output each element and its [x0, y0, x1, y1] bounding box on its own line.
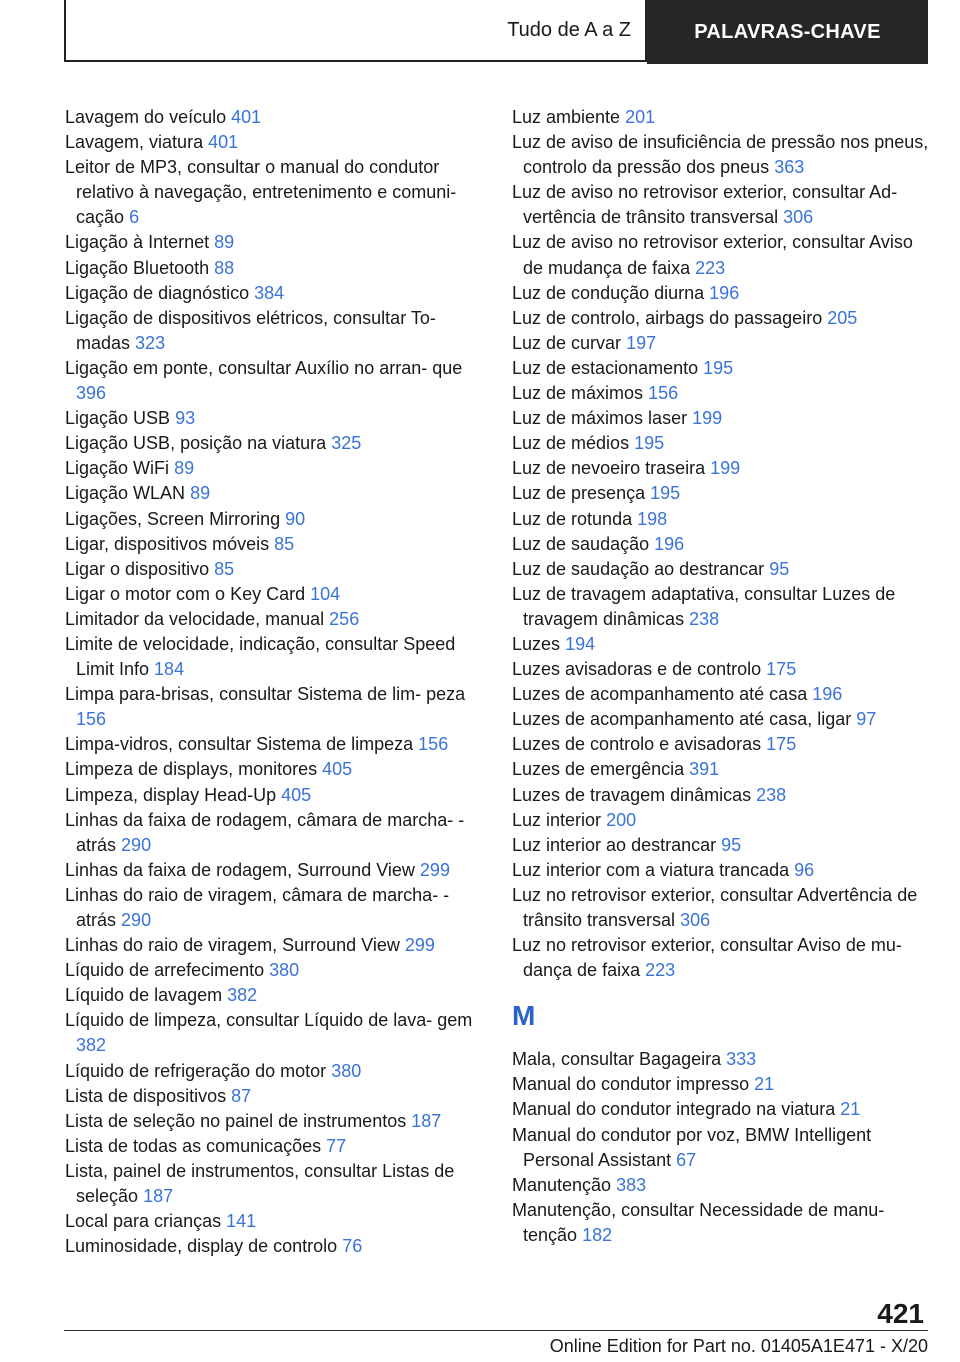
entry-text: Lista, painel de instrumentos, consultar Listas de seleção [65, 1160, 455, 1207]
index-entry [65, 808, 485, 858]
page-link[interactable]: 97 [856, 709, 877, 730]
index-entry [65, 632, 485, 682]
index-entry [512, 732, 932, 757]
entry-text: Manutenção, consultar Necessidade de manu‐ tenção [512, 1199, 885, 1245]
entry-text: Local para crianças [65, 1211, 222, 1232]
page-link[interactable]: 290 [121, 834, 152, 855]
index-entry [512, 657, 932, 682]
index-entry [512, 331, 932, 356]
page-link[interactable]: 396 [76, 383, 107, 404]
index-entry [65, 406, 485, 431]
entry-text: Luz de condução diurna [512, 282, 705, 303]
index-entry [65, 256, 485, 281]
page-link[interactable]: 156 [76, 709, 107, 730]
index-entry [65, 130, 485, 155]
page-link[interactable]: 89 [190, 483, 211, 504]
entry-text: Lavagem, viatura [65, 132, 204, 153]
entry-text: Luzes de emergência [512, 759, 685, 780]
entry-text: Luminosidade, display de controlo [65, 1236, 338, 1257]
entry-text: Luz de aviso no retrovisor exterior, consultar Ad‐ vertência de trânsito transversal [512, 182, 898, 228]
entry-text: Ligação USB [65, 408, 171, 429]
entry-text: Luz de máximos [512, 383, 644, 404]
entry-text: Luzes de acompanhamento até casa, ligar [512, 709, 852, 730]
entry-text: Luz de médios [512, 433, 630, 454]
index-entry [512, 632, 932, 657]
index-entry [512, 1072, 932, 1097]
index-entry [512, 808, 932, 833]
entry-text: Ligação WLAN [65, 483, 186, 504]
page-link[interactable]: 401 [231, 107, 262, 127]
page-link[interactable]: 195 [634, 433, 665, 454]
entry-text: Luz de controlo, airbags do passageiro [512, 307, 823, 328]
index-entry [512, 1173, 932, 1198]
entry-text: Ligar o dispositivo [65, 558, 210, 579]
entry-text: Luz de saudação [512, 533, 650, 554]
page-link[interactable]: 85 [214, 558, 235, 579]
page-link[interactable]: 198 [637, 508, 668, 529]
page-link[interactable]: 184 [154, 659, 185, 680]
entry-text: Limite de velocidade, indicação, consultar Speed Limit Info [65, 633, 456, 680]
page-link[interactable]: 405 [281, 784, 312, 805]
entry-text: Ligação em ponte, consultar Auxílio no arran‐ que [65, 357, 463, 378]
entry-text: Líquido de arrefecimento [65, 960, 265, 981]
page-link[interactable]: 205 [827, 307, 858, 328]
page-link[interactable]: 299 [404, 935, 435, 956]
entry-text: Ligação USB, posição na viatura [65, 433, 327, 454]
index-entry [65, 306, 485, 356]
entry-text: Mala, consultar Bagageira [512, 1049, 722, 1070]
entry-text: Luzes de controlo e avisadoras [512, 734, 762, 755]
index-entry [512, 431, 932, 456]
index-column-left [65, 105, 485, 1259]
index-entry [512, 933, 932, 983]
entry-text: Linhas do raio de viragem, Surround View [65, 935, 400, 956]
page-link[interactable]: 21 [840, 1099, 861, 1120]
page-link[interactable]: 199 [692, 408, 723, 429]
index-group-m [512, 1047, 932, 1248]
page-link[interactable]: 156 [418, 734, 449, 755]
entry-text: Leitor de MP3, consultar o manual do condutor relativo à navegação, entretenimento e comuni‐ cação [65, 157, 457, 228]
page-link[interactable]: 325 [331, 433, 362, 454]
entry-text: Ligação Bluetooth [65, 257, 210, 278]
entry-text: Ligação WiFi [65, 458, 170, 479]
page-link[interactable]: 195 [650, 483, 681, 504]
index-entry [65, 883, 485, 933]
entry-text: Manual do condutor impresso [512, 1074, 750, 1095]
index-entry [512, 507, 932, 532]
page-link[interactable]: 405 [322, 759, 353, 780]
entry-text: Ligação de dispositivos elétricos, consultar To‐ madas [65, 307, 436, 353]
entry-text: Manual do condutor por voz, BMW Intelligent Personal Assistant [512, 1124, 872, 1170]
page-link[interactable]: 67 [676, 1149, 697, 1170]
index-entry [512, 306, 932, 331]
index-entry [512, 281, 932, 306]
page-link[interactable]: 363 [774, 157, 805, 178]
page-link[interactable]: 201 [625, 107, 656, 127]
entry-text: Luz de saudação ao destrancar [512, 558, 765, 579]
index-group-l [512, 105, 932, 983]
page-link[interactable]: 88 [214, 257, 235, 278]
page-link[interactable]: 77 [326, 1135, 347, 1156]
index-entry [65, 356, 485, 406]
page-link[interactable]: 223 [695, 257, 726, 278]
page-link[interactable]: 95 [769, 558, 790, 579]
entry-text: Limpeza de displays, monitores [65, 759, 318, 780]
entry-text: Luz de estacionamento [512, 357, 699, 378]
index-entry [65, 281, 485, 306]
index-entry [512, 1097, 932, 1122]
page-link[interactable]: 384 [254, 282, 285, 303]
entry-text: Luz de presença [512, 483, 646, 504]
entry-text: Líquido de lavagem [65, 985, 223, 1006]
page-link[interactable]: 380 [269, 960, 300, 981]
page-link[interactable]: 199 [710, 458, 741, 479]
index-entry [512, 783, 932, 808]
page-link[interactable]: 93 [175, 408, 196, 429]
index-entry [65, 858, 485, 883]
index-entry [65, 682, 485, 732]
entry-text: Manual do condutor integrado na viatura [512, 1099, 836, 1120]
entry-text: Linhas do raio de viragem, câmara de marcha- -atrás [65, 884, 450, 930]
entry-text: Líquido de limpeza, consultar Líquido de lava‐ gem [65, 1010, 473, 1031]
page-link[interactable]: 156 [648, 383, 679, 404]
page-link[interactable]: 187 [411, 1110, 442, 1131]
entry-text: Luz interior com a viatura trancada [512, 859, 790, 880]
entry-text: Limitador da velocidade, manual [65, 608, 325, 629]
index-entry [65, 557, 485, 582]
page-link[interactable]: 238 [689, 608, 720, 629]
index-entry [65, 783, 485, 808]
index-entry [65, 607, 485, 632]
index-entry [65, 958, 485, 983]
entry-text: Luzes [512, 633, 561, 654]
entry-text: Luz interior [512, 809, 602, 830]
page-link[interactable]: 391 [689, 759, 720, 780]
page-link[interactable]: 21 [754, 1074, 775, 1095]
page-link[interactable]: 175 [766, 734, 797, 755]
page-link[interactable]: 323 [135, 332, 166, 353]
index-entry [512, 682, 932, 707]
page-link[interactable]: 76 [342, 1236, 363, 1257]
page-link[interactable]: 196 [709, 282, 740, 303]
index-entry [65, 456, 485, 481]
entry-text: Luz de curvar [512, 332, 622, 353]
index-entry [512, 707, 932, 732]
entry-text: Luz de travagem adaptativa, consultar Luzes de travagem dinâmicas [512, 583, 896, 629]
footer-edition: Online Edition for Part no. 01405A1E471 - X/20 [549, 1336, 928, 1356]
page-link[interactable]: 196 [654, 533, 685, 554]
index-entry [512, 557, 932, 582]
entry-text: Lista de dispositivos [65, 1085, 227, 1106]
index-entry [512, 883, 932, 933]
page-link[interactable]: 96 [794, 859, 815, 880]
entry-text: Líquido de refrigeração do motor [65, 1060, 327, 1081]
page-link[interactable]: 85 [274, 533, 295, 554]
index-entry [512, 1047, 932, 1072]
entry-text: Luz no retrovisor exterior, consultar Advertência de trânsito transversal [512, 884, 918, 930]
index-entry [512, 356, 932, 381]
page-link[interactable]: 141 [226, 1211, 257, 1232]
index-entry [65, 155, 485, 230]
entry-text: Luz de rotunda [512, 508, 633, 529]
index-entry [65, 757, 485, 782]
chapter-title: PALAVRAS-CHAVE [647, 0, 928, 64]
index-entry [512, 456, 932, 481]
entry-text: Luz de aviso no retrovisor exterior, consultar Aviso de mudança de faixa [512, 232, 913, 278]
entry-text: Luz de máximos laser [512, 408, 688, 429]
entry-text: Luz de aviso de insuficiência de pressão nos pneus, controlo da pressão dos pneus [512, 132, 929, 178]
page-link[interactable]: 383 [616, 1174, 647, 1195]
entry-text: Lista de seleção no painel de instrumentos [65, 1110, 407, 1131]
index-entry [65, 1059, 485, 1084]
entry-text: Ligação de diagnóstico [65, 282, 250, 303]
page-link[interactable]: 256 [329, 608, 360, 629]
page-link[interactable]: 223 [645, 960, 676, 981]
footer-divider [64, 1330, 928, 1331]
index-entry [512, 381, 932, 406]
page-link[interactable]: 187 [143, 1186, 174, 1207]
entry-text: Limpeza, display Head-Up [65, 784, 277, 805]
index-entry [512, 858, 932, 883]
entry-text: Luzes de travagem dinâmicas [512, 784, 752, 805]
index-entry [65, 1209, 485, 1234]
page-link[interactable]: 290 [121, 910, 152, 930]
index-entry [65, 983, 485, 1008]
page-link[interactable]: 195 [703, 357, 734, 378]
page-link[interactable]: 382 [76, 1035, 107, 1056]
page-link[interactable]: 306 [680, 910, 711, 930]
index-entry [512, 532, 932, 557]
index-entry [512, 130, 932, 180]
page-link[interactable]: 175 [766, 659, 797, 680]
page-link[interactable]: 89 [174, 458, 195, 479]
page-link[interactable]: 194 [565, 633, 596, 654]
index-entry [65, 431, 485, 456]
index-entry [65, 1234, 485, 1259]
index-entry [512, 406, 932, 431]
index-entry [65, 732, 485, 757]
page-link[interactable]: 382 [227, 985, 258, 1006]
entry-text: Luz interior ao destrancar [512, 834, 717, 855]
index-entry [65, 481, 485, 506]
index-entry [65, 1109, 485, 1134]
page-link[interactable]: 238 [756, 784, 787, 805]
page-link[interactable]: 196 [812, 684, 843, 705]
entry-text: Luz no retrovisor exterior, consultar Aviso de mu‐ dança de faixa [512, 935, 902, 981]
entry-text: Ligações, Screen Mirroring [65, 508, 281, 529]
index-entry [512, 1198, 932, 1248]
index-entry [65, 933, 485, 958]
entry-text: Luz de nevoeiro traseira [512, 458, 706, 479]
index-entry [65, 507, 485, 532]
index-entry [512, 230, 932, 280]
index-entry [65, 1008, 485, 1058]
page-number: 421 [877, 1298, 924, 1329]
entry-text: Limpa para-brisas, consultar Sistema de lim‐ peza [65, 684, 466, 705]
index-column-right [512, 105, 932, 1248]
page-link[interactable]: 380 [331, 1060, 362, 1081]
entry-text: Luz ambiente [512, 107, 621, 127]
entry-text: Limpa-vidros, consultar Sistema de limpeza [65, 734, 414, 755]
entry-text: Linhas da faixa de rodagem, Surround View [65, 859, 415, 880]
section-letter-m: M [512, 1000, 536, 1032]
index-entry [512, 833, 932, 858]
section-title: Tudo de A a Z [64, 0, 647, 62]
index-entry [65, 105, 485, 130]
page-link[interactable]: 182 [582, 1224, 613, 1245]
page-link[interactable]: 200 [606, 809, 637, 830]
entry-text: Luzes avisadoras e de controlo [512, 659, 762, 680]
page-link[interactable]: 401 [208, 132, 239, 153]
entry-text: Lavagem do veículo [65, 107, 227, 127]
index-entry [65, 230, 485, 255]
index-entry [65, 1159, 485, 1209]
entry-text: Ligar, dispositivos móveis [65, 533, 270, 554]
entry-text: Linhas da faixa de rodagem, câmara de marcha- -atrás [65, 809, 465, 855]
page-link[interactable]: 197 [626, 332, 657, 353]
entry-text: Luzes de acompanhamento até casa [512, 684, 808, 705]
index-entry [65, 532, 485, 557]
index-entry [65, 1084, 485, 1109]
index-entry [512, 180, 932, 230]
index-entry [512, 481, 932, 506]
page-header [64, 0, 928, 64]
index-entry [512, 757, 932, 782]
page-link[interactable]: 90 [285, 508, 306, 529]
page-link[interactable]: 6 [129, 207, 140, 228]
entry-text: Manutenção [512, 1174, 612, 1195]
page-link[interactable]: 333 [726, 1049, 757, 1070]
page-link[interactable]: 95 [721, 834, 742, 855]
index-entry [512, 1123, 932, 1173]
page-link[interactable]: 306 [783, 207, 814, 228]
index-entry [65, 582, 485, 607]
page-link[interactable]: 87 [231, 1085, 252, 1106]
page-link[interactable]: 299 [419, 859, 450, 880]
index-entry [512, 105, 932, 130]
index-entry [512, 582, 932, 632]
entry-text: Ligar o motor com o Key Card [65, 583, 306, 604]
entry-text: Lista de todas as comunicações [65, 1135, 322, 1156]
page-link[interactable]: 89 [214, 232, 235, 253]
entry-text: Ligação à Internet [65, 232, 210, 253]
index-entry [65, 1134, 485, 1159]
page-link[interactable]: 104 [310, 583, 341, 604]
